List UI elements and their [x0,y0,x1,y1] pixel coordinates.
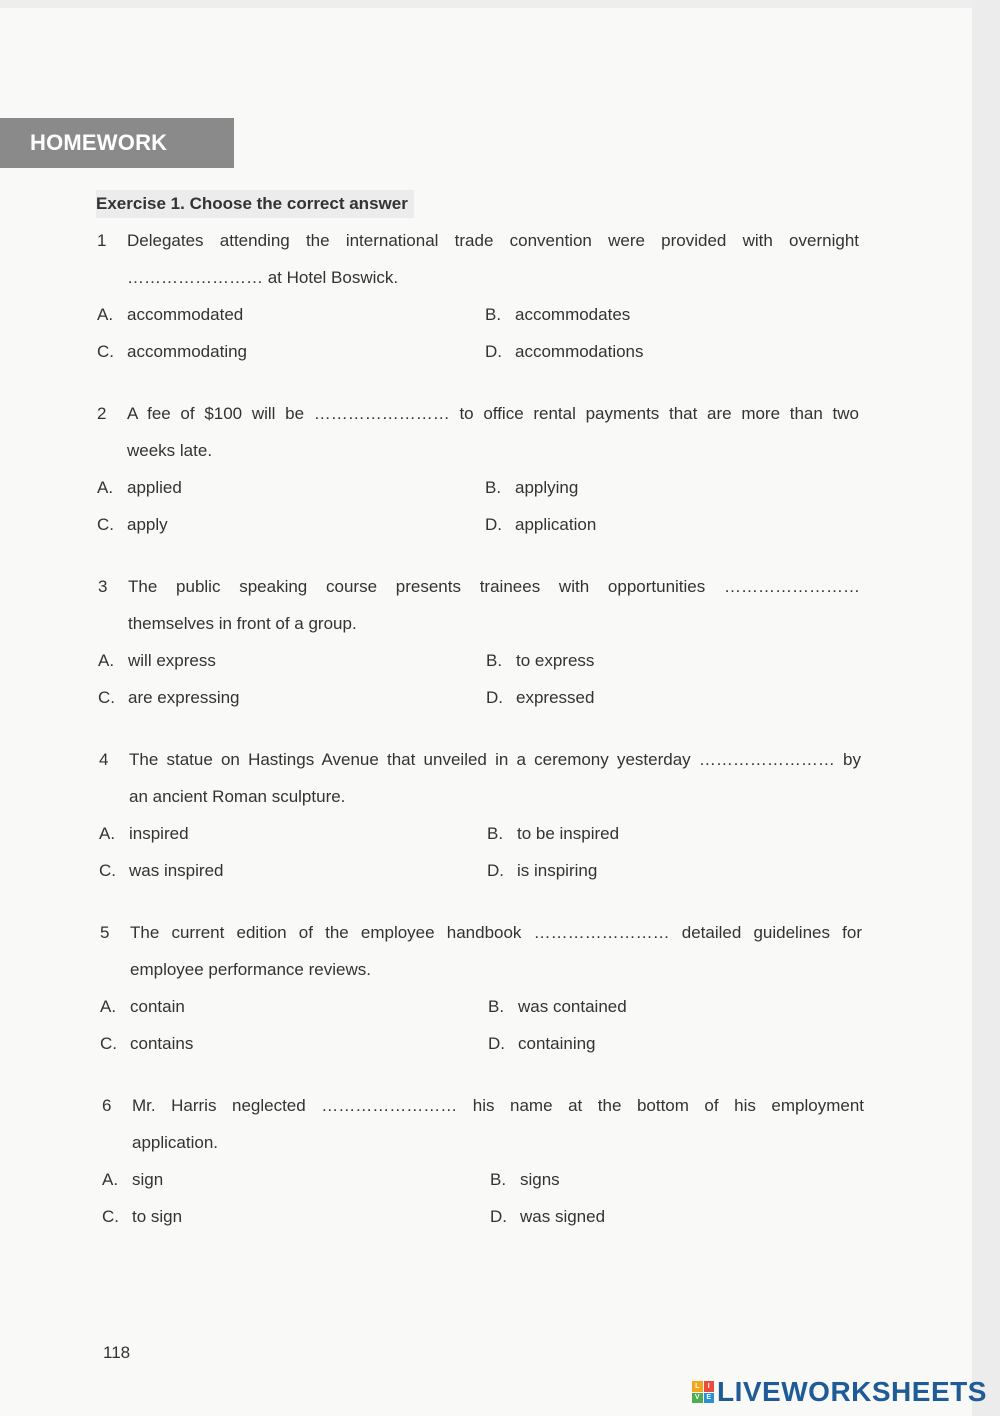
option-letter: B. [490,1169,507,1189]
option-text: was contained [518,996,627,1016]
question-1 [97,222,859,370]
question-text: The public speaking course presents trainees with opportunities …………………… [128,576,860,596]
answer-option[interactable] [485,515,596,535]
option-text: accommodating [127,341,248,361]
option-row [100,988,862,1025]
option-text: expressed [516,687,595,707]
option-row [98,642,860,679]
option-row [97,506,859,543]
answer-option[interactable] [486,651,594,671]
option-letter: C. [100,1033,117,1053]
option-letter: C. [99,860,116,880]
banner-title: HOMEWORK [30,130,168,155]
option-text: accommodates [515,304,631,324]
option-row [100,1025,862,1062]
option-text: inspired [129,823,189,843]
option-text: will express [128,650,216,670]
option-row [102,1161,864,1198]
option-letter: D. [485,514,502,534]
option-letter: D. [487,860,504,880]
option-letter: D. [485,341,502,361]
option-text: to be inspired [517,823,620,843]
answer-option[interactable] [487,824,619,844]
answer-option[interactable] [487,861,597,881]
liveworksheets-brand[interactable] [692,1376,987,1408]
answer-option[interactable] [100,1034,488,1054]
answer-option[interactable] [485,305,630,325]
homework-banner [0,118,234,168]
option-row [97,296,859,333]
option-text: apply [127,514,168,534]
answer-option[interactable] [490,1207,605,1227]
option-row [97,469,859,506]
answer-option[interactable] [97,478,485,498]
option-text: to sign [132,1206,183,1226]
answer-option[interactable] [486,688,594,708]
logo-letter: V [692,1393,703,1404]
option-text: accommodated [127,304,244,324]
option-letter: B. [487,823,504,843]
answer-option[interactable] [485,478,578,498]
option-text: applying [515,477,579,497]
question-line [98,605,860,642]
question-line [97,432,859,469]
option-letter: D. [490,1206,507,1226]
question-number: 4 [99,749,109,769]
question-6 [102,1087,864,1235]
option-letter: D. [488,1033,505,1053]
option-letter: B. [485,304,502,324]
answer-option[interactable] [98,688,486,708]
option-letter: B. [488,996,505,1016]
option-row [99,852,861,889]
option-letter: A. [99,823,116,843]
question-number: 6 [102,1095,112,1115]
logo-letter: E [704,1393,715,1404]
option-letter: C. [102,1206,119,1226]
question-text: …………………… at Hotel Boswick. [127,267,399,287]
logo-letter: I [704,1381,715,1392]
question-line [97,259,859,296]
option-text: sign [132,1169,164,1189]
question-line [99,778,861,815]
option-letter: A. [100,996,117,1016]
option-letter: B. [485,477,502,497]
question-number: 3 [98,576,108,596]
option-letter: D. [486,687,503,707]
answer-option[interactable] [99,824,487,844]
question-text: an ancient Roman sculpture. [129,786,346,806]
question-line [98,568,860,605]
question-2 [97,395,859,543]
question-text: The current edition of the employee handbook …………………… detailed guidelines for [130,922,862,942]
answer-option[interactable] [98,651,486,671]
question-line [99,741,861,778]
option-letter: C. [97,514,114,534]
option-letter: B. [486,650,503,670]
question-line [102,1087,864,1124]
answer-option[interactable] [488,1034,596,1054]
question-text: Mr. Harris neglected …………………… his name at the bottom of his employment [132,1095,864,1115]
page-number: 118 [103,1343,131,1362]
page-right-edge [972,0,1000,1416]
answer-option[interactable] [97,515,485,535]
question-line [100,951,862,988]
answer-option[interactable] [490,1170,560,1190]
exercise-title: Exercise 1. Choose the correct answer [96,190,414,218]
question-text: The statue on Hastings Avenue that unveiled in a ceremony yesterday …………………… by [129,749,861,769]
answer-option[interactable] [485,342,644,362]
option-text: signs [520,1169,560,1189]
logo-letter: L [692,1381,703,1392]
question-line [100,914,862,951]
question-text: application. [132,1132,219,1152]
answer-option[interactable] [102,1207,490,1227]
answer-option[interactable] [97,305,485,325]
option-text: is inspiring [517,860,598,880]
option-letter: C. [97,341,114,361]
question-text: employee performance reviews. [130,959,371,979]
question-line [97,395,859,432]
option-text: are expressing [128,687,240,707]
option-letter: A. [97,477,114,497]
option-letter: A. [97,304,114,324]
option-letter: A. [102,1169,119,1189]
option-row [98,679,860,716]
question-3 [98,568,860,716]
question-4 [99,741,861,889]
liveworksheets-logo-icon [692,1381,714,1403]
question-line [97,222,859,259]
answer-option[interactable] [102,1170,490,1190]
question-text: Delegates attending the international trade convention were provided with overnight [127,230,859,250]
question-text: A fee of $100 will be …………………… to office rental payments that are more than two [127,403,859,423]
question-number: 5 [100,922,110,942]
option-text: containing [518,1033,596,1053]
question-line [102,1124,864,1161]
option-row [99,815,861,852]
option-text: contains [130,1033,194,1053]
option-row [102,1198,864,1235]
option-text: was inspired [129,860,224,880]
page-top-edge [0,0,1000,8]
option-text: was signed [520,1206,606,1226]
option-row [97,333,859,370]
question-number: 2 [97,403,107,423]
brand-name: LIVEWORKSHEETS [717,1376,987,1407]
option-letter: A. [98,650,115,670]
option-text: accommodations [515,341,644,361]
question-text: themselves in front of a group. [128,613,357,633]
answer-option[interactable] [97,342,485,362]
answer-option[interactable] [100,997,488,1017]
answer-option[interactable] [488,997,627,1017]
option-text: contain [130,996,185,1016]
option-text: applied [127,477,182,497]
question-5 [100,914,862,1062]
answer-option[interactable] [99,861,487,881]
question-text: weeks late. [127,440,213,460]
question-number: 1 [97,230,107,250]
option-text: application [515,514,597,534]
option-text: to express [516,650,595,670]
option-letter: C. [98,687,115,707]
